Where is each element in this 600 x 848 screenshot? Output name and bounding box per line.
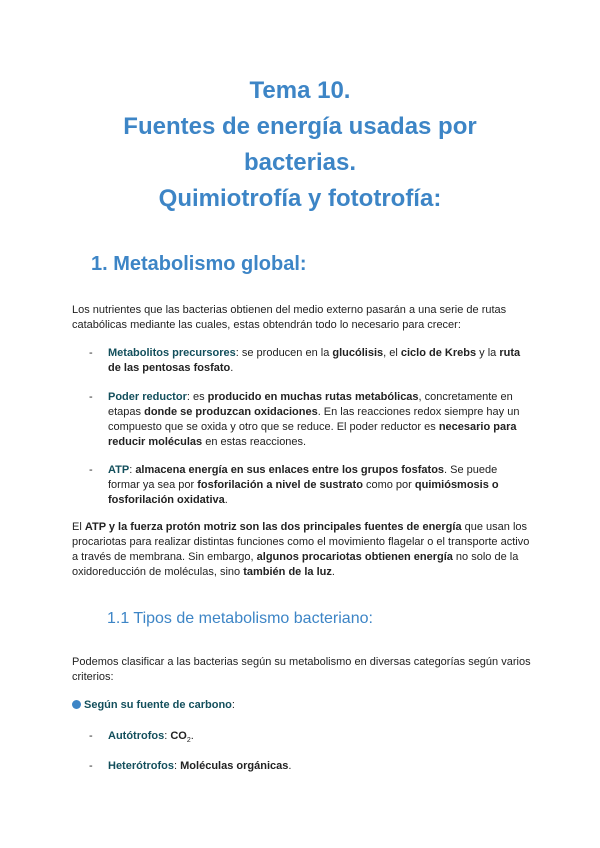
section-heading-tipos-metabolismo: 1.1 Tipos de metabolismo bacteriano: [107, 610, 373, 627]
section-heading-metabolismo-global: 1. Metabolismo global: [91, 253, 307, 275]
criterion-carbon-source: Según su fuente de carbono: [72, 698, 532, 713]
term-label: Poder reductor [108, 391, 187, 403]
classification-intro: Podemos clasificar a las bacterias según su metabolismo en diversas categorías según varios criterios: [72, 656, 531, 683]
bullet-marker: - [89, 730, 93, 742]
intro-paragraph: Los nutrientes que las bacterias obtienen del medio externo pasarán a una serie de rutas catabólicas mediante las cuales, estas obtendrán todo lo necesario para crecer: [72, 304, 507, 331]
title-line-3: bacterias. [243, 149, 357, 176]
title-line-2: Fuentes de energía usadas por [123, 113, 477, 140]
bullet-marker: - [89, 347, 93, 359]
bullet-marker: - [89, 464, 93, 476]
bullet-marker: - [89, 760, 93, 772]
closing-paragraph: El ATP y la fuerza protón motriz son las dos principales fuentes de energía que usan los procariotas para realizar distintas funciones como el movimiento flagelar o el transporte activo a través de membrana. Sin embargo, algunos procariotas obtienen energía no solo de la oxidoreducción de moléculas, sino también de la luz. [72, 521, 530, 578]
bullet-marker: - [89, 391, 93, 403]
circle-bullet-icon [72, 700, 81, 709]
term-label: Autótrofos [108, 730, 165, 742]
criterion-label: Según su fuente de carbono [84, 699, 232, 711]
list-item-heterotrofos: Heterótrofos: Moléculas orgánicas. [108, 760, 292, 772]
term-label: Metabolitos precursores [108, 347, 236, 359]
list-item-atp: ATP: almacena energía en sus enlaces entre los grupos fosfatos. Se puede formar ya sea por fosforilación a nivel de sustrato como por quimiósmosis o fosforilación oxidativa. [108, 464, 499, 506]
term-label: ATP [108, 464, 130, 476]
term-label: Heterótrofos [108, 760, 175, 772]
list-item-autotrofos: Autótrofos: $CO_2$. [108, 730, 194, 745]
title-line-1: Tema 10. [249, 77, 351, 104]
list-item-metabolitos: Metabolitos precursores: se producen en la glucólisis, el ciclo de Krebs y la ruta de las pentosas fosfato. [108, 347, 521, 374]
title-line-4: Quimiotrofía y fototrofía: [158, 185, 442, 212]
list-item-poder-reductor: Poder reductor: es producido en muchas rutas metabólicas, concretamente en etapas donde se produzcan oxidaciones. En las reacciones redox siempre hay un compuesto que se oxida y otro que se reduce. El poder reductor es necesario para reducir moléculas en estas reacciones. [108, 391, 520, 448]
